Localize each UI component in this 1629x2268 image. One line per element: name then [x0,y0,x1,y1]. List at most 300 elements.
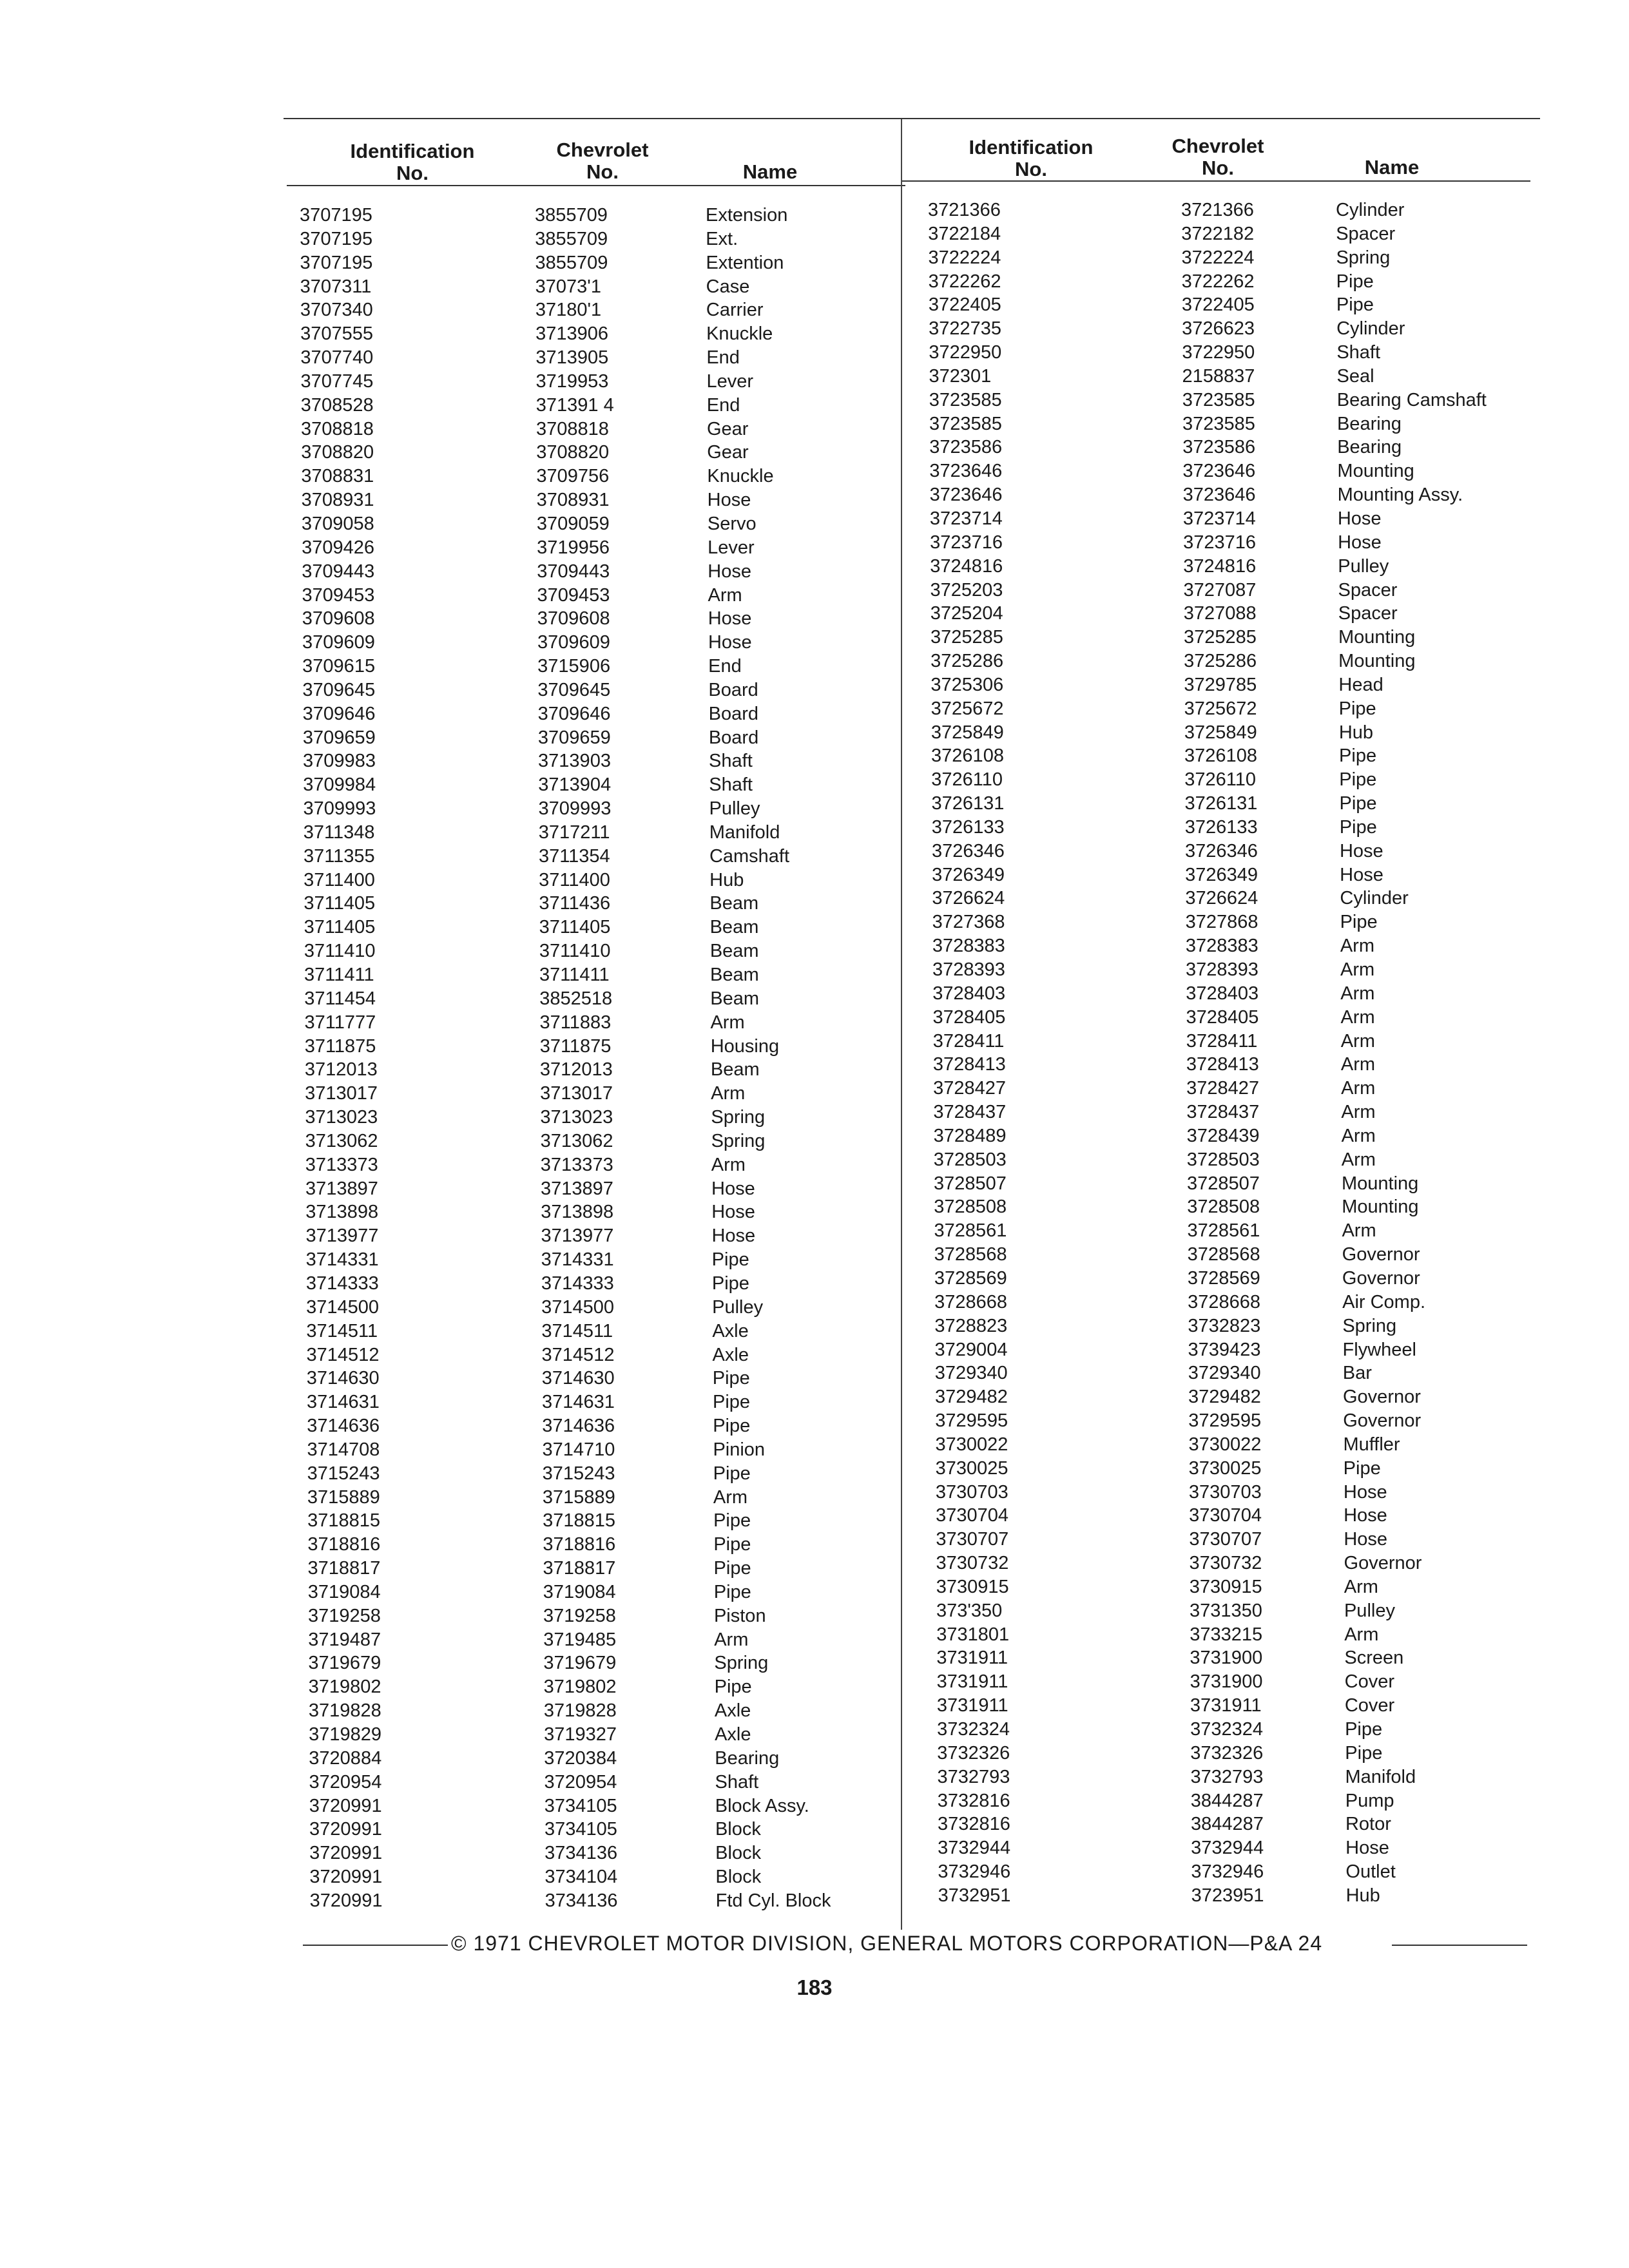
chevrolet-number-cell: 3709608 [537,608,610,629]
id-number-cell: 3707195 [300,205,372,226]
chevrolet-number-cell: 3728561 [1187,1220,1260,1242]
part-name-cell: Case [706,276,750,297]
chevrolet-number-cell: 3711354 [538,845,610,867]
chevrolet-number-cell: 3730703 [1188,1481,1262,1503]
part-name-cell: Hose [707,490,751,511]
chevrolet-number-cell: 3719828 [543,1700,617,1722]
table-row [300,1011,899,1035]
part-name-cell: End [706,347,740,369]
part-name-cell: Arm [1340,1006,1375,1028]
table-row [928,1077,1534,1100]
part-name-cell: Arm [714,1629,749,1650]
table-row [928,1718,1534,1742]
chevrolet-number-cell: 3711875 [539,1035,612,1057]
chevrolet-number-cell: 3720384 [544,1747,617,1769]
id-number-cell: 3713017 [305,1083,378,1104]
part-name-cell: Pipe [1336,271,1374,292]
part-name-cell: Governor [1344,1553,1422,1574]
table-row [300,655,899,678]
table-row [300,1296,899,1320]
chevrolet-number-cell: 3734105 [544,1795,617,1816]
table-row [300,1129,899,1153]
part-name-cell: Mounting [1338,627,1416,648]
part-name-cell: Pipe [713,1558,751,1579]
chevrolet-number-cell: 3720954 [544,1771,617,1792]
id-number-cell: 3720991 [309,1843,383,1864]
id-number-cell: 372301 [929,365,992,387]
page-number: 183 [796,1975,833,1999]
id-number-cell: 3732951 [938,1885,1011,1906]
part-name-cell: Pipe [1336,294,1374,316]
chevrolet-number-cell: 3739423 [1188,1339,1261,1360]
chevrolet-number-cell: 3708931 [536,490,610,511]
chevrolet-number-cell: 3709659 [537,727,611,748]
table-row [300,1841,899,1865]
table-row [300,892,899,916]
header-line: Chevrolet [1171,135,1264,157]
table-row [300,1058,899,1082]
part-name-cell: Muffler [1343,1434,1400,1455]
part-name-cell: Arm [1340,1030,1375,1052]
part-name-cell: Hose [1345,1838,1389,1859]
table-row [300,251,899,275]
id-number-cell: 3719258 [307,1605,381,1626]
chevrolet-number-cell: 3717211 [538,822,610,843]
footer-copyright: © 1971 CHEVROLET MOTOR DIVISION, GENERAL MOTORS CORPORATION—P&A 24 [451,1932,1323,1955]
id-number-cell: 3728405 [932,1006,1006,1028]
id-number-cell: 3732324 [937,1719,1010,1740]
table-row [928,910,1534,934]
table-row [300,346,899,370]
table-row [928,649,1534,673]
table-row [300,1486,899,1510]
part-name-cell: Block [715,1819,761,1840]
table-row [300,963,899,987]
id-number-cell: 3713897 [305,1178,378,1199]
chevrolet-number-cell: 3725285 [1183,627,1257,648]
chevrolet-number-cell: 3734105 [544,1819,617,1840]
chevrolet-number-cell: 3723951 [1191,1885,1264,1906]
part-name-cell: Hose [1338,532,1382,553]
table-row [300,797,899,821]
table-row [928,459,1534,483]
table-row [300,1390,899,1414]
chevrolet-number-cell: 3715906 [537,656,611,677]
id-number-cell: 3719828 [308,1700,381,1722]
id-number-cell: 3731801 [936,1624,1010,1645]
chevrolet-number-cell: 3713897 [541,1178,613,1199]
id-number-cell: 3708931 [301,490,374,511]
chevrolet-number-cell: 3709993 [538,798,612,820]
chevrolet-number-cell: 3709646 [537,703,611,724]
table-row [300,773,899,797]
chevrolet-number-cell: 3713373 [540,1154,613,1175]
id-number-cell: 3728668 [934,1291,1008,1312]
id-number-cell: 3728437 [933,1102,1007,1123]
id-number-cell: 3726133 [931,816,1005,838]
part-name-cell: Axle [712,1344,749,1365]
chevrolet-number-cell: 3731911 [1190,1695,1262,1716]
id-number-cell: 3732946 [938,1861,1011,1883]
header-rule-left [287,185,905,186]
id-number-cell: 3725203 [930,579,1003,601]
part-name-cell: Air Comp. [1342,1291,1426,1312]
chevrolet-number-cell: 3726110 [1184,769,1257,791]
header-line: No. [586,160,619,183]
table-row [928,1006,1534,1030]
chevrolet-number-cell: 3730704 [1189,1505,1262,1526]
part-name-cell: Pipe [1340,912,1378,933]
table-row [300,1604,899,1628]
chevrolet-number-cell: 3711411 [539,965,610,985]
id-number-cell: 3728568 [934,1244,1007,1265]
chevrolet-number-cell: 3708818 [535,418,609,439]
id-number-cell: 3732326 [937,1742,1010,1763]
id-number-cell: 3728427 [933,1078,1007,1099]
part-name-cell: Board [708,679,758,700]
id-number-cell: 3719487 [308,1629,381,1650]
chevrolet-number-cell: 3719953 [535,370,609,392]
part-name-cell: Hose [711,1202,755,1223]
id-number-cell: 3720884 [309,1747,382,1769]
table-row [928,768,1534,792]
header-line: Chevrolet [556,139,649,161]
chevrolet-number-cell: 3723714 [1182,508,1256,529]
id-number-cell: 3724816 [930,555,1003,577]
part-name-cell: Pipe [1345,1742,1383,1763]
chevrolet-number-cell: 3726623 [1182,318,1255,340]
id-number-cell: 3709443 [302,561,375,582]
part-name-cell: Governor [1342,1244,1420,1265]
id-number-cell: 3714500 [306,1296,380,1318]
table-row [300,1082,899,1106]
part-name-cell: Hose [1339,840,1383,861]
chevrolet-number-cell: 3726131 [1184,793,1258,814]
table-row [928,1291,1534,1314]
id-number-cell: 3709984 [303,774,376,796]
table-row [928,982,1534,1006]
table-row [300,1177,899,1201]
id-number-cell: 3726110 [931,769,1003,791]
table-row [928,507,1534,531]
chevrolet-number-cell: 3718815 [543,1510,615,1532]
chevrolet-number-cell: 3711436 [539,893,611,914]
table-row [928,1694,1534,1718]
id-number-cell: 3728508 [934,1196,1007,1218]
id-number-cell: 3711875 [304,1035,376,1057]
chevrolet-number-cell: 3728503 [1186,1149,1260,1170]
table-row [300,1509,899,1533]
id-number-cell: 3730025 [935,1457,1008,1479]
id-number-cell: 3720991 [309,1867,383,1888]
table-row [928,1314,1534,1338]
part-name-cell: Lever [706,370,754,392]
part-name-cell: Block [715,1843,762,1864]
chevrolet-number-cell: 3726108 [1184,745,1257,767]
chevrolet-number-cell: 3730025 [1188,1457,1262,1479]
chevrolet-number-cell: 3713904 [538,774,612,796]
part-name-cell: Mounting [1337,461,1414,482]
part-name-cell: Ext. [706,228,738,249]
header-line: No. [396,162,429,184]
table-row [300,1414,899,1438]
chevrolet-number-cell: 3728411 [1186,1030,1258,1052]
part-name-cell: Hose [1344,1505,1387,1526]
part-name-cell: Pipe [713,1416,751,1437]
chevrolet-number-cell: 3728507 [1187,1173,1260,1194]
table-row [300,298,899,322]
table-row [928,246,1534,270]
chevrolet-number-cell: 2158837 [1182,365,1255,387]
part-name-cell: Knuckle [706,323,773,345]
part-name-cell: Axle [712,1320,749,1341]
id-number-cell: 3722262 [928,271,1001,292]
header-line: Name [742,160,798,183]
id-number-cell: 3718815 [307,1510,380,1532]
table-row [300,1367,899,1390]
part-name-cell: Arm [1344,1576,1378,1597]
part-name-cell: Pipe [713,1581,751,1602]
id-number-cell: 3731911 [936,1648,1008,1669]
part-name-cell: Board [708,727,759,748]
table-row [300,418,899,441]
table-row [300,204,899,227]
id-number-cell: 3728403 [932,983,1006,1004]
id-number-cell: 3725849 [930,722,1004,743]
table-row [300,1771,899,1794]
table-row [928,816,1534,840]
table-row [300,845,899,869]
part-name-cell: Mounting [1342,1173,1419,1194]
table-row [928,317,1534,341]
chevrolet-number-cell: 3713906 [535,323,608,345]
id-number-cell: 3726131 [931,793,1005,814]
id-number-cell: 3720991 [309,1819,382,1840]
table-row [928,1670,1534,1694]
part-name-cell: Hose [1337,508,1382,529]
table-row [300,1581,899,1604]
id-number-cell: 3730915 [936,1576,1009,1597]
id-number-cell: 3709608 [302,608,375,629]
part-name-cell: Bearing [1337,437,1402,458]
table-row [300,1035,899,1059]
id-number-cell: 3711405 [304,893,376,914]
part-name-cell: Outlet [1345,1861,1396,1883]
chevrolet-number-cell: 3714631 [542,1392,615,1413]
table-row [928,1100,1534,1124]
table-row [300,1224,899,1248]
table-row [300,702,899,726]
right-header-name [1334,157,1450,178]
chevrolet-number-cell: 3723646 [1182,485,1256,506]
right-parts-table [928,198,1534,1908]
id-number-cell: 3725204 [930,603,1003,624]
id-number-cell: 3725306 [930,674,1004,695]
part-name-cell: Shaft [715,1771,759,1792]
part-name-cell: Cover [1344,1695,1395,1716]
id-number-cell: 3711348 [303,822,375,843]
chevrolet-number-cell: 3709609 [537,632,610,653]
id-number-cell: 3711410 [304,941,376,962]
part-name-cell: Axle [714,1700,751,1722]
part-name-cell: Arm [711,1154,746,1175]
chevrolet-number-cell: 3725672 [1184,698,1257,719]
table-row [928,958,1534,982]
chevrolet-number-cell: 37180'1 [535,300,602,321]
chevrolet-number-cell: 3734136 [545,1890,618,1911]
table-row [300,227,899,251]
part-name-cell: Hose [708,608,752,629]
part-name-cell: Pipe [1338,698,1376,719]
part-name-cell: Arm [1344,1624,1379,1645]
id-number-cell: 3723646 [929,485,1003,506]
id-number-cell: 3708820 [301,442,374,463]
chevrolet-number-cell: 3711400 [539,869,610,890]
part-name-cell: Block [715,1867,762,1888]
id-number-cell: 3709659 [302,727,376,748]
table-row [928,436,1534,459]
chevrolet-number-cell: 3723716 [1183,532,1256,553]
id-number-cell: 3725672 [930,698,1004,719]
part-name-cell: Arm [1340,1054,1376,1075]
chevrolet-number-cell: 3719802 [543,1677,617,1698]
id-number-cell: 3723646 [929,461,1003,482]
id-number-cell: 3711777 [304,1012,376,1033]
table-row [928,483,1534,507]
chevrolet-number-cell: 3727087 [1183,579,1257,601]
chevrolet-number-cell: 3728427 [1186,1078,1260,1099]
id-number-cell: 3707340 [300,300,373,321]
part-name-cell: Arm [1340,959,1375,980]
table-row [300,1200,899,1224]
id-number-cell: 3726624 [932,888,1005,909]
part-name-cell: Cylinder [1336,200,1405,220]
table-row [928,673,1534,697]
part-name-cell: Governor [1342,1267,1420,1289]
id-number-cell: 3726346 [931,840,1005,861]
header-rule-right [902,180,1530,182]
part-name-cell: Knuckle [707,466,774,487]
chevrolet-number-cell: 3714511 [541,1320,613,1341]
table-row [928,293,1534,317]
part-name-cell: Shaft [1336,342,1381,363]
id-number-cell: 3709983 [303,751,376,772]
table-row [300,1889,899,1913]
part-name-cell: Pulley [1344,1600,1395,1621]
part-name-cell: Spring [714,1653,769,1674]
id-number-cell: 3714331 [305,1249,379,1271]
table-row [300,749,899,773]
id-number-cell: 3709453 [302,584,375,606]
chevrolet-number-cell: 3721366 [1181,200,1254,220]
part-name-cell: Pipe [714,1677,752,1698]
chevrolet-number-cell: 3714636 [542,1416,615,1437]
chevrolet-number-cell: 3712013 [539,1059,613,1081]
part-name-cell: Flywheel [1342,1339,1416,1360]
part-name-cell: Pump [1345,1790,1394,1811]
table-row [928,1267,1534,1291]
part-name-cell: Ftd Cyl. Block [715,1890,831,1911]
chevrolet-number-cell: 3728668 [1188,1291,1261,1312]
id-number-cell: 3709646 [302,703,376,724]
id-number-cell: 3728413 [932,1054,1006,1075]
chevrolet-number-cell: 3734104 [545,1867,618,1888]
part-name-cell: Hose [1340,864,1383,885]
id-number-cell: 3713023 [305,1107,378,1128]
part-name-cell: Spring [1336,247,1391,268]
id-number-cell: 3712013 [304,1059,378,1081]
part-name-cell: Beam [709,917,759,938]
table-row [928,840,1534,863]
header-line: Identification [969,136,1094,159]
right-header-identification [934,137,1128,180]
table-row [928,412,1534,436]
id-number-cell: 3725285 [930,627,1003,648]
part-name-cell: Pulley [709,798,760,820]
chevrolet-number-cell: 3713977 [541,1225,614,1247]
part-name-cell: Beam [709,893,759,914]
table-row [928,1742,1534,1765]
chevrolet-number-cell: 3733215 [1190,1624,1263,1645]
chevrolet-number-cell: 3714500 [541,1296,615,1318]
id-number-cell: 3731911 [936,1671,1008,1693]
id-number-cell: 3728569 [934,1267,1007,1289]
chevrolet-number-cell: 3719679 [543,1653,617,1674]
chevrolet-number-cell: 3855709 [535,228,608,249]
header-line: Name [1364,156,1420,178]
id-number-cell: 3729482 [935,1387,1008,1408]
part-name-cell: Arm [711,1083,746,1104]
id-number-cell: 3713373 [305,1154,378,1175]
part-name-cell: Spring [711,1107,766,1128]
chevrolet-number-cell: 3727868 [1185,912,1258,933]
part-name-cell: Gear [707,442,749,463]
part-name-cell: Hose [708,632,752,653]
id-number-cell: 3709993 [303,798,376,820]
part-name-cell: Spring [711,1130,766,1151]
part-name-cell: Pipe [1343,1457,1381,1479]
id-number-cell: 3731911 [936,1695,1008,1716]
table-row [928,1457,1534,1481]
chevrolet-number-cell: 3731350 [1189,1600,1262,1621]
part-name-cell: Extension [706,205,788,226]
table-row [928,1030,1534,1053]
chevrolet-number-cell: 3708820 [536,442,610,463]
part-name-cell: Arm [1340,983,1375,1004]
table-row [928,697,1534,721]
id-number-cell: 3732816 [937,1814,1010,1835]
table-row [928,1646,1534,1670]
id-number-cell: 3709645 [302,679,376,700]
table-row [300,370,899,394]
id-number-cell: 3723586 [929,437,1003,458]
table-row [928,1765,1534,1789]
chevrolet-number-cell: 3713903 [538,751,611,772]
id-number-cell: 3709426 [302,537,374,558]
id-number-cell: 3728507 [934,1173,1007,1194]
chevrolet-number-cell: 3713023 [540,1107,613,1128]
chevrolet-number-cell: 3724816 [1183,555,1257,577]
chevrolet-number-cell: 3729785 [1184,674,1257,695]
chevrolet-number-cell: 3711410 [539,941,611,962]
table-row [928,721,1534,745]
table-row [928,270,1534,294]
id-number-cell: 3732816 [937,1790,1010,1811]
chevrolet-number-cell: 3732946 [1191,1861,1264,1883]
part-name-cell: Extention [706,252,784,273]
id-number-cell: 3722405 [928,294,1001,316]
table-row [300,1675,899,1699]
